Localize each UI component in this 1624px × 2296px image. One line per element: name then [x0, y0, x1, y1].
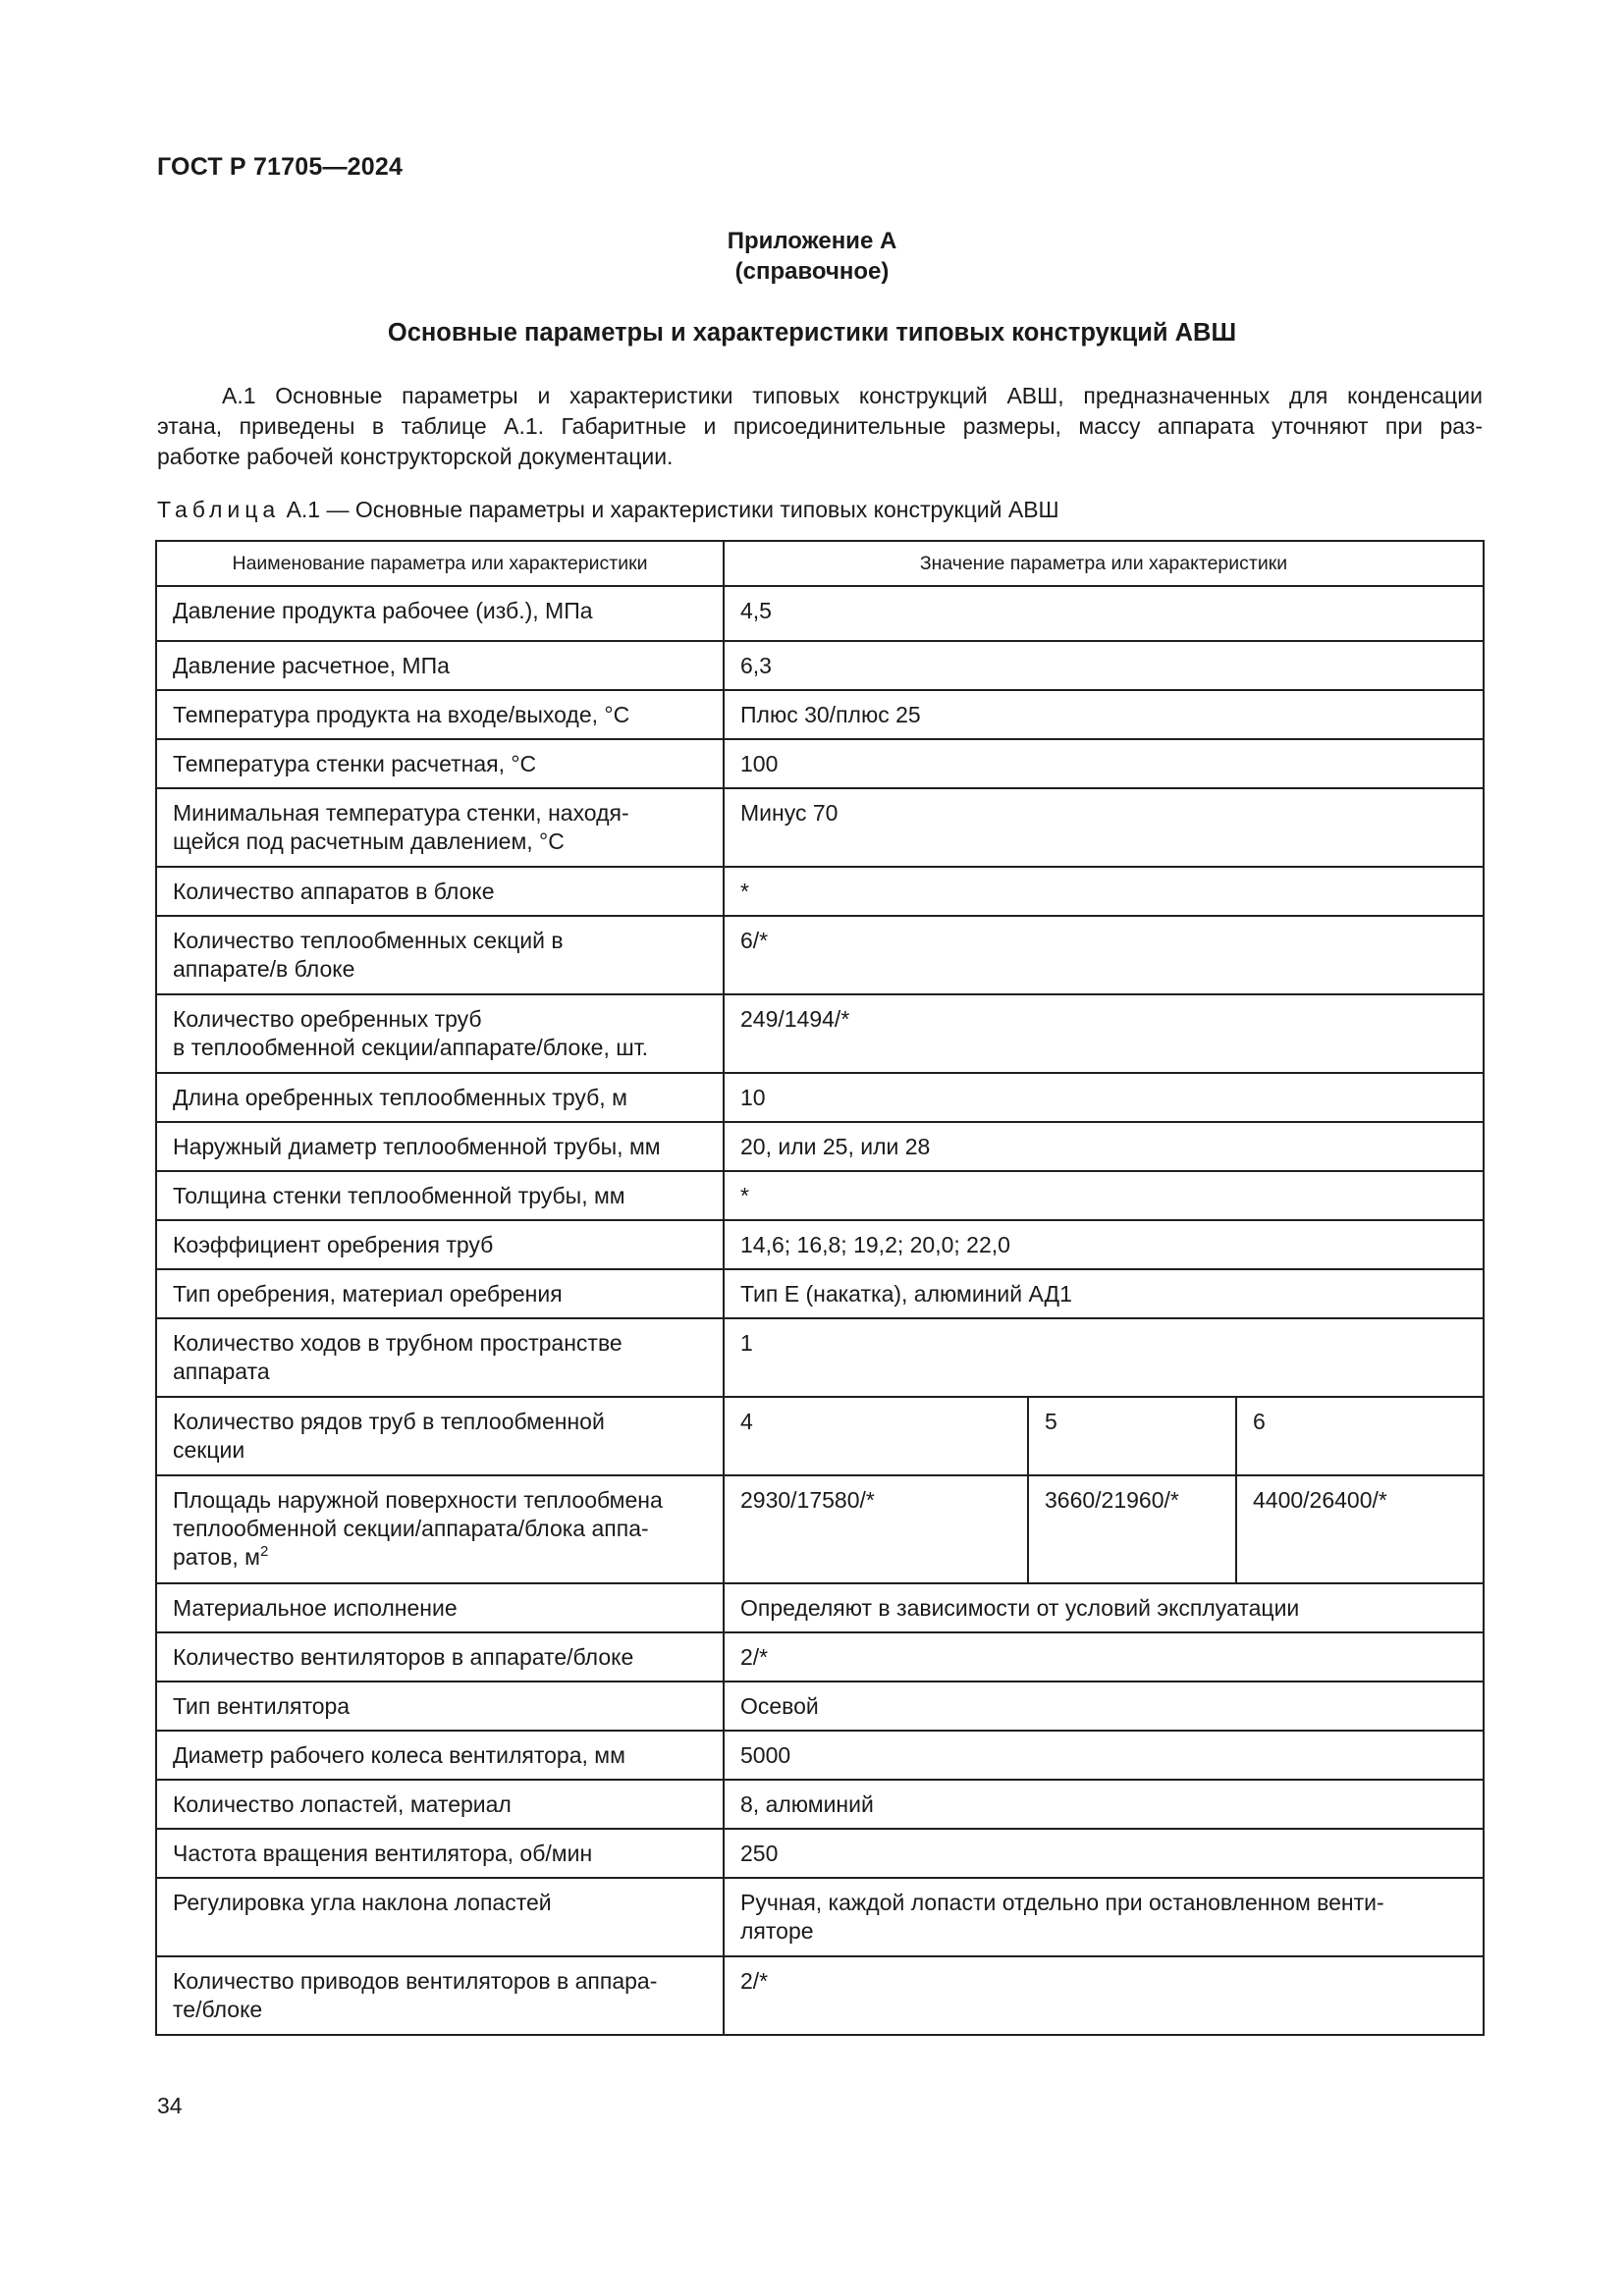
param-value-line: ляторе: [740, 1918, 814, 1944]
param-name-line: Минимальная температура стенки, находя-: [173, 800, 629, 826]
param-value: Тип Е (накатка), алюминий АД1: [724, 1269, 1484, 1318]
param-name: Температура стенки расчетная, °С: [156, 739, 724, 788]
document-code: ГОСТ Р 71705—2024: [157, 153, 404, 181]
param-name: Тип вентилятора: [156, 1682, 724, 1731]
table-row: [156, 690, 1484, 739]
param-name-line: Количество теплообменных секций в: [173, 928, 564, 953]
param-name: Количество аппаратов в блоке: [156, 867, 724, 916]
param-value: Определяют в зависимости от условий эксплуатации: [724, 1583, 1484, 1632]
appendix-title: Приложение А: [727, 228, 897, 254]
table-row: [156, 1731, 1484, 1780]
table-row: [156, 1956, 1484, 2035]
param-value: Минус 70: [724, 788, 1484, 867]
param-value: 6,3: [724, 641, 1484, 690]
table-header-row: [156, 541, 1484, 586]
table-row: [156, 1583, 1484, 1632]
table-caption: [157, 497, 1059, 523]
paragraph-line: А.1 Основные параметры и характеристики типовых конструкций АВШ, предназначенных для конденсации: [222, 383, 1483, 408]
param-name: Тип оребрения, материал оребрения: [156, 1269, 724, 1318]
table-row: [156, 994, 1484, 1073]
superscript: 2: [259, 1543, 269, 1560]
table-caption-text: А.1 — Основные параметры и характеристики типовых конструкций АВШ: [286, 497, 1059, 522]
param-value-line: Ручная, каждой лопасти отдельно при остановленном венти-: [740, 1890, 1384, 1915]
table-row: [156, 1878, 1484, 1956]
table-row: [156, 586, 1484, 641]
param-value: 2/*: [724, 1632, 1484, 1682]
param-value: 5: [1028, 1397, 1236, 1475]
param-name-line: Количество оребренных труб: [173, 1006, 482, 1032]
param-value: 1: [724, 1318, 1484, 1397]
table-row: [156, 1829, 1484, 1878]
param-name-line: Количество приводов вентиляторов в аппара-: [173, 1968, 658, 1994]
param-name: Диаметр рабочего колеса вентилятора, мм: [156, 1731, 724, 1780]
table-row: [156, 1632, 1484, 1682]
param-name: [156, 788, 724, 867]
table-row: [156, 1171, 1484, 1220]
param-value: Осевой: [724, 1682, 1484, 1731]
param-name: [156, 916, 724, 994]
table-row: [156, 1397, 1484, 1475]
param-value: 3660/21960/*: [1028, 1475, 1236, 1583]
param-value: Плюс 30/плюс 25: [724, 690, 1484, 739]
param-name-line: в теплообменной секции/аппарате/блоке, шт.: [173, 1035, 649, 1060]
table-row: [156, 1220, 1484, 1269]
param-name: Материальное исполнение: [156, 1583, 724, 1632]
param-name: Наружный диаметр теплообменной трубы, мм: [156, 1122, 724, 1171]
param-name: [156, 1397, 724, 1475]
param-name-line: секции: [173, 1437, 245, 1463]
table-row: [156, 867, 1484, 916]
table-row: [156, 1318, 1484, 1397]
header-parameter-value: Значение параметра или характеристики: [724, 541, 1484, 586]
param-value: 8, алюминий: [724, 1780, 1484, 1829]
param-name-line: ратов, м: [173, 1544, 260, 1570]
paragraph-line: работке рабочей конструкторской документации.: [157, 444, 674, 469]
param-name-line: Площадь наружной поверхности теплообмена: [173, 1487, 663, 1513]
table-row: [156, 916, 1484, 994]
param-name: Давление продукта рабочее (изб.), МПа: [156, 586, 724, 641]
appendix-heading: [0, 226, 1624, 287]
param-value: 10: [724, 1073, 1484, 1122]
param-name: [156, 1956, 724, 2035]
table-row: [156, 1073, 1484, 1122]
param-name: Количество вентиляторов в аппарате/блоке: [156, 1632, 724, 1682]
table-row: [156, 739, 1484, 788]
param-value: 14,6; 16,8; 19,2; 20,0; 22,0: [724, 1220, 1484, 1269]
param-value: 249/1494/*: [724, 994, 1484, 1073]
table-row: [156, 1122, 1484, 1171]
param-name-line: теплообменной секции/аппарата/блока аппа-: [173, 1516, 649, 1541]
param-value: [724, 1878, 1484, 1956]
param-name-line: Количество ходов в трубном пространстве: [173, 1330, 623, 1356]
param-value: 4,5: [724, 586, 1484, 641]
appendix-subtitle: (справочное): [734, 258, 890, 285]
param-value: 2930/17580/*: [724, 1475, 1028, 1583]
param-value: 2/*: [724, 1956, 1484, 2035]
param-name: Количество лопастей, материал: [156, 1780, 724, 1829]
param-value: *: [724, 867, 1484, 916]
param-name: Давление расчетное, МПа: [156, 641, 724, 690]
param-name: Толщина стенки теплообменной трубы, мм: [156, 1171, 724, 1220]
parameters-table: [155, 540, 1485, 2036]
param-name: Температура продукта на входе/выходе, °С: [156, 690, 724, 739]
table-row: [156, 1780, 1484, 1829]
table-row: [156, 641, 1484, 690]
param-name: Регулировка угла наклона лопастей: [156, 1878, 724, 1956]
param-name-line: аппарата: [173, 1359, 270, 1384]
table-row: [156, 1475, 1484, 1583]
param-name: Частота вращения вентилятора, об/мин: [156, 1829, 724, 1878]
param-value: 5000: [724, 1731, 1484, 1780]
param-value: *: [724, 1171, 1484, 1220]
param-name: Коэффициент оребрения труб: [156, 1220, 724, 1269]
table-caption-label: Таблица: [157, 497, 281, 522]
param-name-line: Количество рядов труб в теплообменной: [173, 1409, 605, 1434]
param-name-line: щейся под расчетным давлением, °С: [173, 828, 565, 854]
table-row: [156, 1269, 1484, 1318]
param-name: Длина оребренных теплообменных труб, м: [156, 1073, 724, 1122]
param-name: [156, 994, 724, 1073]
header-parameter-name: Наименование параметра или характеристики: [156, 541, 724, 586]
param-value: 100: [724, 739, 1484, 788]
param-name: [156, 1318, 724, 1397]
param-name-line: те/блоке: [173, 1997, 263, 2022]
param-value: 4: [724, 1397, 1028, 1475]
param-value: 250: [724, 1829, 1484, 1878]
page-number: 34: [157, 2093, 183, 2118]
table-row: [156, 788, 1484, 867]
param-value: 4400/26400/*: [1236, 1475, 1484, 1583]
appendix-section-title: Основные параметры и характеристики типовых конструкций АВШ: [387, 319, 1237, 347]
param-value: 20, или 25, или 28: [724, 1122, 1484, 1171]
paragraph-line: этана, приведены в таблице А.1. Габаритные и присоединительные размеры, массу аппарата уточняют при раз-: [157, 413, 1483, 439]
param-value: 6: [1236, 1397, 1484, 1475]
intro-paragraph: [157, 381, 1483, 472]
param-value: 6/*: [724, 916, 1484, 994]
param-name: [156, 1475, 724, 1583]
param-name-line: аппарате/в блоке: [173, 956, 355, 982]
table-row: [156, 1682, 1484, 1731]
